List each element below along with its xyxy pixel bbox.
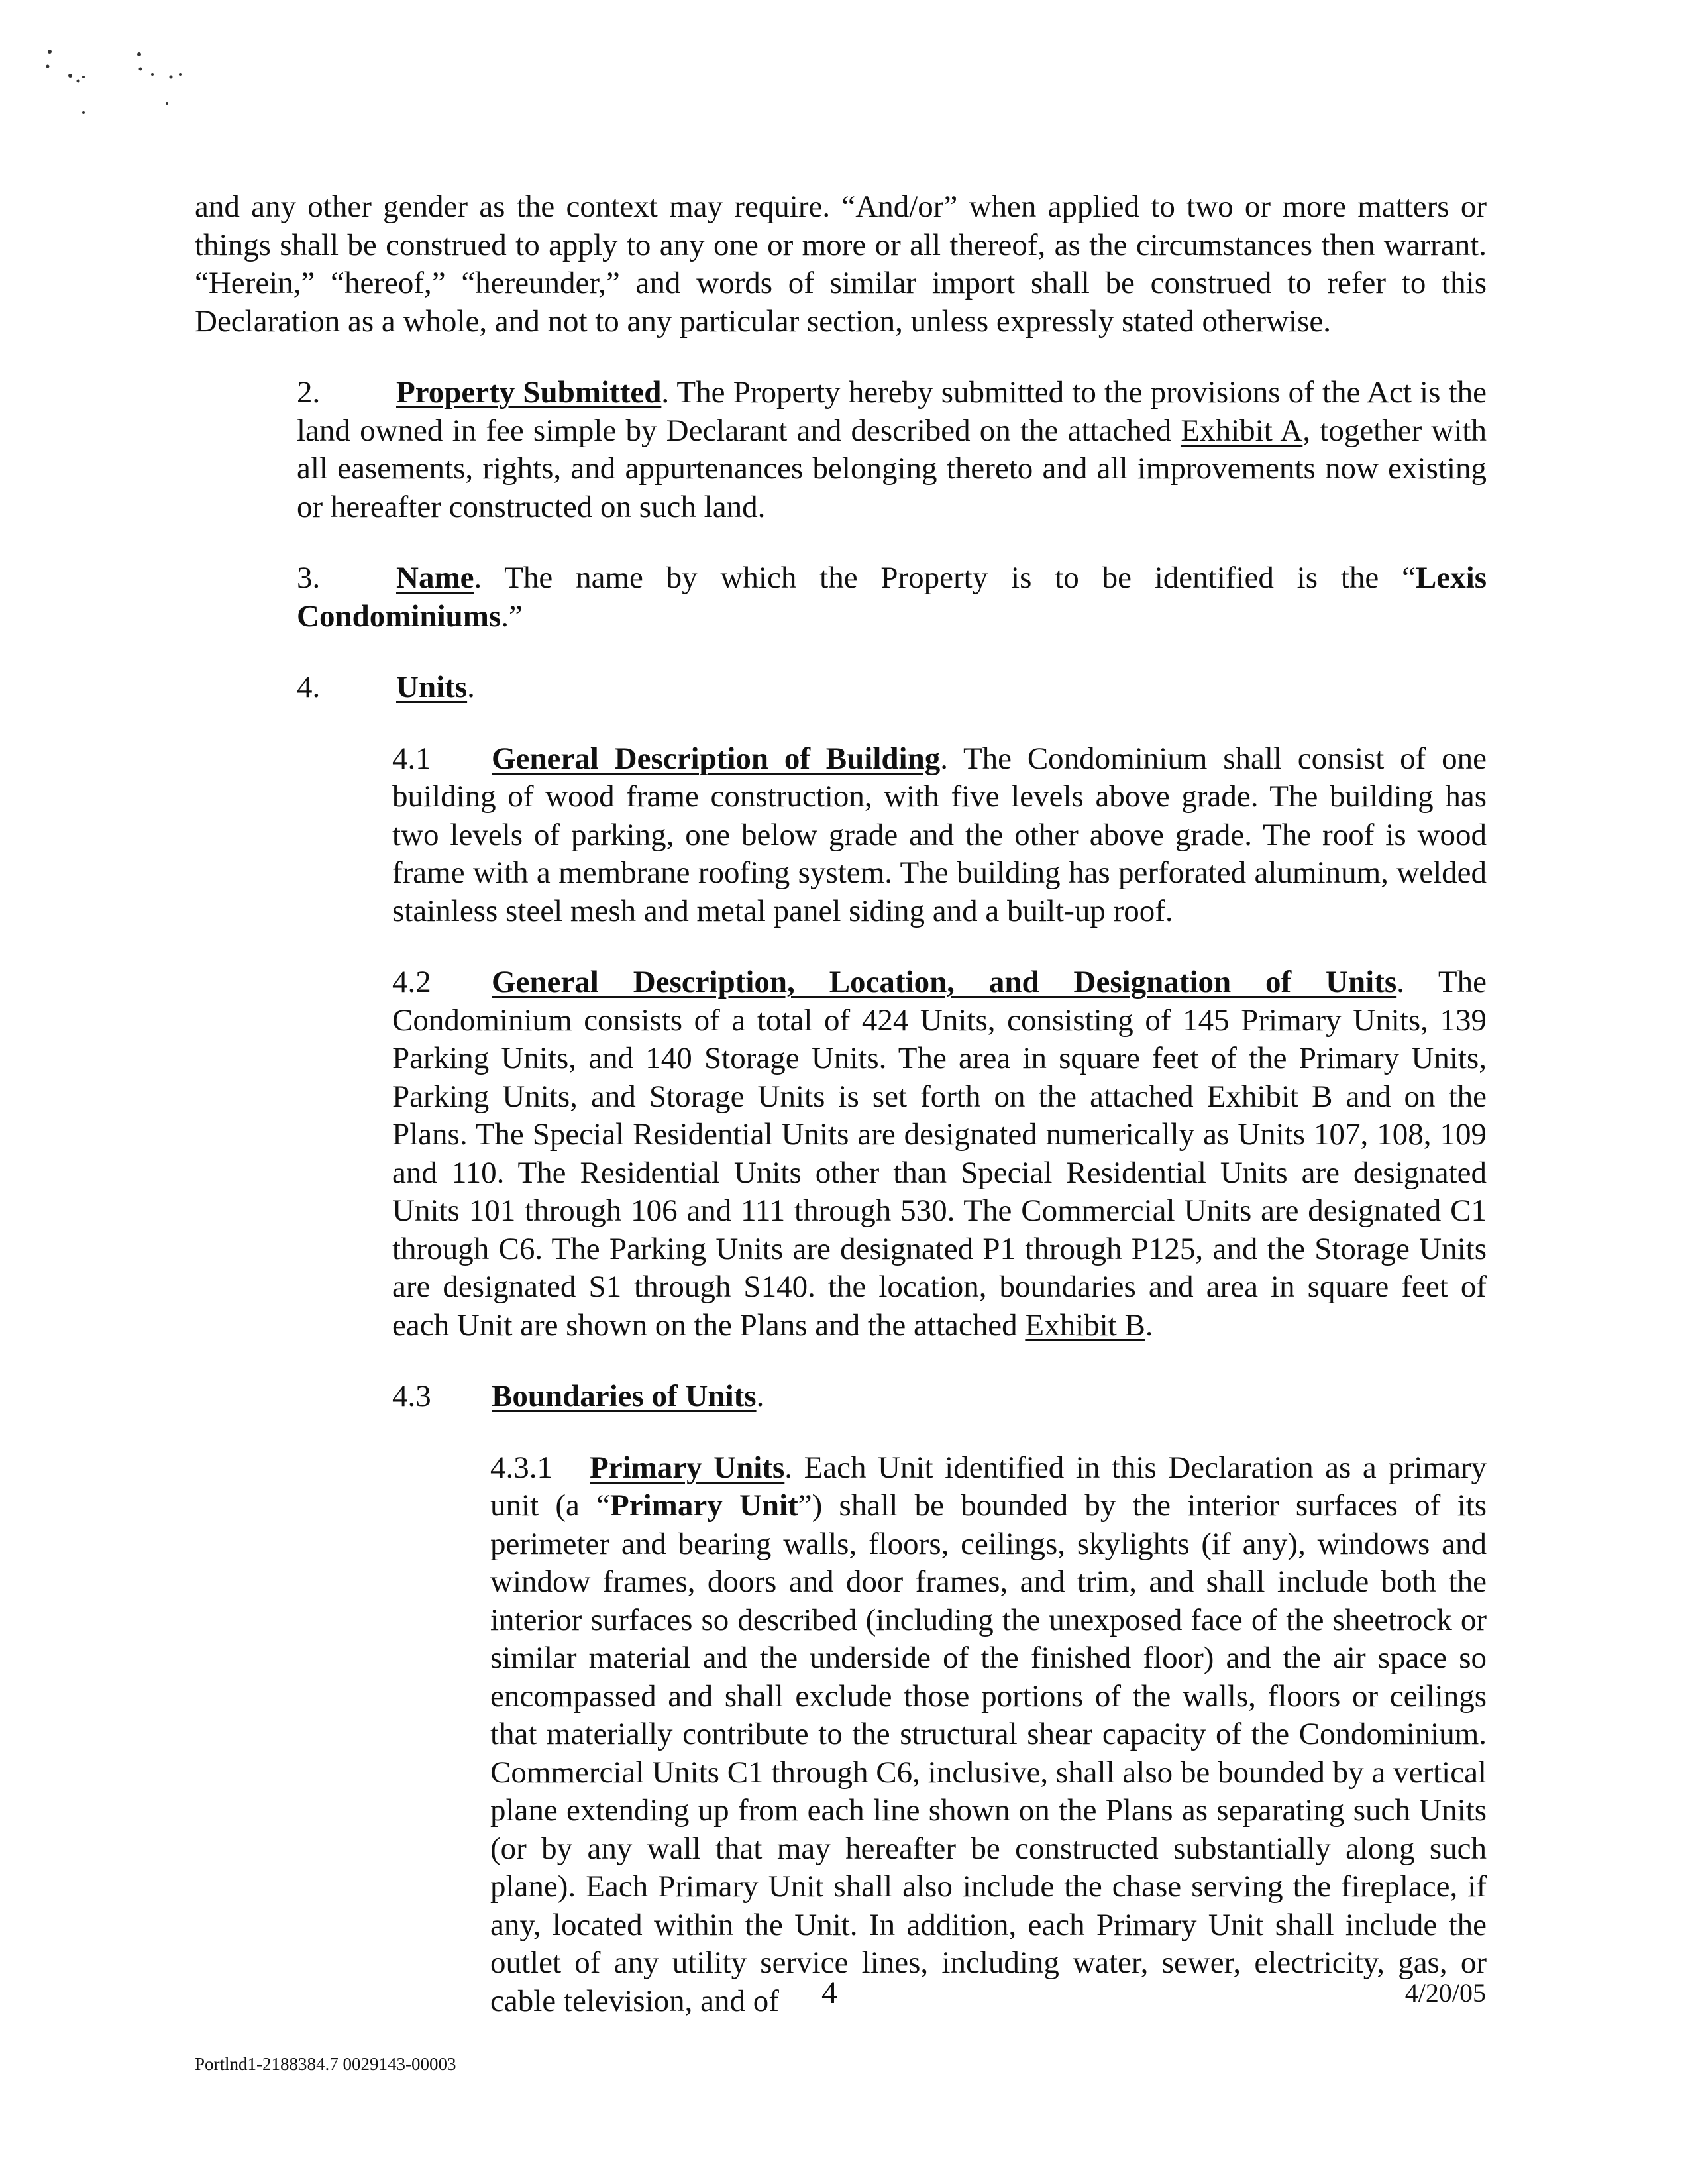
scan-specks — [40, 46, 212, 119]
section-text: . — [1145, 1307, 1153, 1342]
section-4-units — [195, 669, 1487, 707]
paragraph-text: and any other gender as the context may require. “And/or” when applied to two or more matters or things shall be construed to apply to any one or more or all thereof, as the circumstances then warrant. “Herein,” “hereof,” “hereunder,” and words of similar import shall be construed to refer to this Declaration as a whole, and not to any particular section, unless expressly stated otherwise. — [195, 190, 1487, 339]
condominium-name: Lexis Condominiums — [297, 561, 1487, 633]
section-text: ”) shall be bounded by the interior surfaces of its perimeter and bearing walls, floors, ceilings, skylights (if any), windows and window frames, doors and door frames, and trim, and shall include both the interior surfaces so described (including the unexposed face of the sheetrock or similar material and the underside of the finished floor) and the air space so encompassed and shall exclude those portions of the walls, floors or ceilings that materially contribute to the structural shear capacity of the Condominium. Commercial Units C1 through C6, inclusive, shall also be bounded by a vertical plane extending up from each line shown on the Plans as separating such Units (or by any wall that may hereafter be constructed substantially along such plane). Each Primary Unit shall also include the chase serving the fireplace, if any, located within the Unit. In addition, each Primary Unit shall include the outlet of any utility service lines, including water, sewer, electricity, gas, or cable television, and of — [490, 1488, 1487, 2018]
defined-term: Primary Unit — [610, 1488, 798, 1523]
section-number: 4. — [297, 670, 321, 704]
section-number: 4.1 — [392, 741, 431, 776]
document-date: 4/20/05 — [1404, 1978, 1486, 2008]
section-2-property-submitted — [195, 374, 1487, 526]
section-heading: Name — [396, 561, 474, 595]
section-heading: Boundaries of Units — [492, 1379, 757, 1413]
section-number: 2. — [297, 375, 321, 410]
section-number: 4.3.1 — [490, 1450, 553, 1485]
section-heading: Property Submitted — [396, 375, 662, 410]
section-number: 4.2 — [392, 965, 431, 999]
section-heading: General Description, Location, and Designation of Units — [492, 965, 1397, 999]
section-text: . The Condominium shall consist of one building of wood frame construction, with five levels above grade. The building has two levels of parking, one below grade and the other above grade. The roof is wood frame with a membrane roofing system. The building has perforated aluminum, welded stainless steel mesh and metal panel siding and a built-up roof. — [392, 741, 1487, 928]
section-heading: General Description of Building — [492, 741, 941, 776]
document-id: Portlnd1-2188384.7 0029143-00003 — [195, 2054, 456, 2074]
section-text: . Each Unit identified in this Declaration as a primary unit (a “ — [490, 1450, 1487, 1523]
section-text: . The Property hereby submitted to the provisions of the Act is the land owned in fee simple by Declarant and described on the attached — [297, 375, 1487, 448]
exhibit-b-reference: Exhibit B — [1025, 1307, 1145, 1342]
section-4-2-units-designation — [195, 963, 1487, 1344]
section-heading: Units — [396, 670, 468, 704]
section-text: . The name by which the Property is to be identified is the “ — [474, 561, 1416, 595]
document-body — [195, 188, 1487, 2020]
section-number: 4.3 — [392, 1379, 431, 1413]
section-4-3-1-primary-units — [195, 1449, 1487, 2021]
section-number: 3. — [297, 561, 321, 595]
section-3-name — [195, 559, 1487, 635]
section-text: . — [467, 670, 475, 704]
section-4-3-boundaries — [195, 1378, 1487, 1416]
section-text: .” — [501, 598, 523, 633]
exhibit-a-reference: Exhibit A — [1181, 413, 1303, 448]
page-number: 4 — [821, 1975, 837, 2010]
section-text: . — [756, 1379, 764, 1413]
section-heading: Primary Units — [590, 1450, 785, 1485]
paragraph-continuation — [195, 188, 1487, 341]
section-text: , together with all easements, rights, and appurtenances belonging thereto and all improvements now existing or hereafter constructed on such land. — [297, 413, 1487, 524]
section-4-1-building — [195, 740, 1487, 931]
section-text: . The Condominium consists of a total of 424 Units, consisting of 145 Primary Units, 139 Parking Units, and 140 Storage Units. The area in square feet of the Primary Units, Parking Units, and Storage Units is set forth on the attached Exhibit B and on the Plans. The Special Residential Units are designated numerically as Units 107, 108, 109 and 110. The Residential Units other than Special Residential Units are designated Units 101 through 106 and 111 through 530. The Commercial Units are designated C1 through C6. The Parking Units are designated P1 through P125, and the Storage Units are designated S1 through S140. the location, boundaries and area in square feet of each Unit are shown on the Plans and the attached — [392, 965, 1487, 1342]
